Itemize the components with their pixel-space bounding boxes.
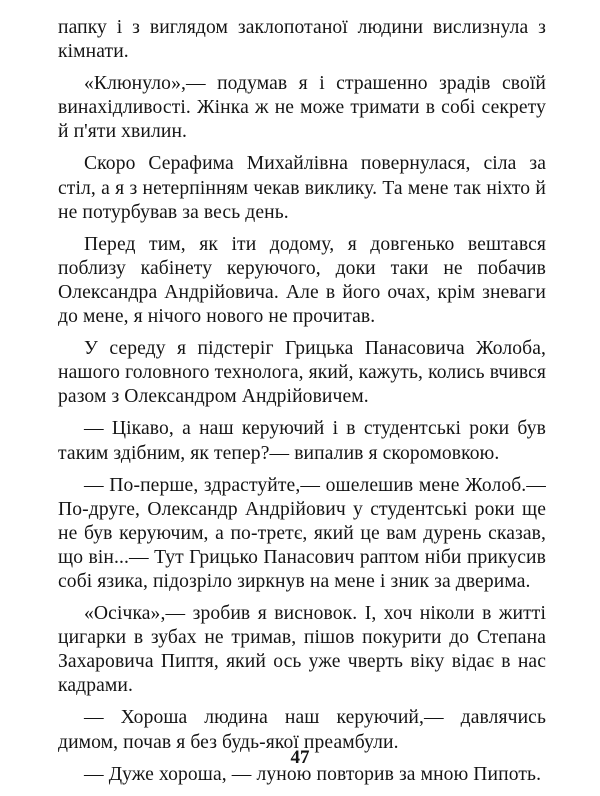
paragraph-9: — Хороша людина наш керуючий,— давлячись димом, почав я без будь-якої преамбули. [58,707,546,753]
paragraph-10: — Дуже хороша, — луною повторив за мною Пипоть. [84,763,542,785]
paragraph-2: «Клюнуло»,— подумав я і страшенно зрадів своїй винахідливості. Жінка ж не може тримати в собі секрету й п'яти хвилин. [58,73,546,143]
paragraph-7: — По-перше, здрастуйте,— ошелешив мене Жолоб.— По-друге, Олександр Андрійович у студентські роки ще не був керуючим, а по-третє, який це вам дурень сказав, що він...— Тут Грицько Панасович раптом ніби прикусив собі язика, підозріло зиркнув на мене і зник за дверима. [58,474,546,592]
paragraph-1: папку і з виглядом заклопотаної людини вислизнула з кімнати. [58,17,546,63]
paragraph-8: «Осічка»,— зробив я висновок. І, хоч ніколи в житті цигарки в зубах не тримав, пішов покурити до Степана Захаровича Пиптя, який ось уже чверть віку відає в нас кадрами. [58,603,546,697]
paragraph-4: Перед тим, як іти додому, я довгенько вештався поблизу кабінету керуючого, доки таки не побачив Олександра Андрійовича. Але в його очах, крім зневаги до мене, я нічого нового не прочитав. [58,233,546,328]
paragraph-5: У середу я підстеріг Грицька Панасовича Жолоба, нашого головного технолога, який, кажуть, колись вчився разом з Олександром Андрійовичем. [58,338,546,408]
book-page-text [58,16,546,795]
paragraph-6: — Цікаво, а наш керуючий і в студентські роки був таким здібним, як тепер?— випалив я скоромовкою. [58,418,546,464]
paragraph-3: Скоро Серафима Михайлівна повернулася, сіла за стіл, а я з нетерпінням чекав виклику. Та мене так ніхто й не потурбував за весь день. [58,153,546,223]
page-number: 47 [290,747,310,768]
